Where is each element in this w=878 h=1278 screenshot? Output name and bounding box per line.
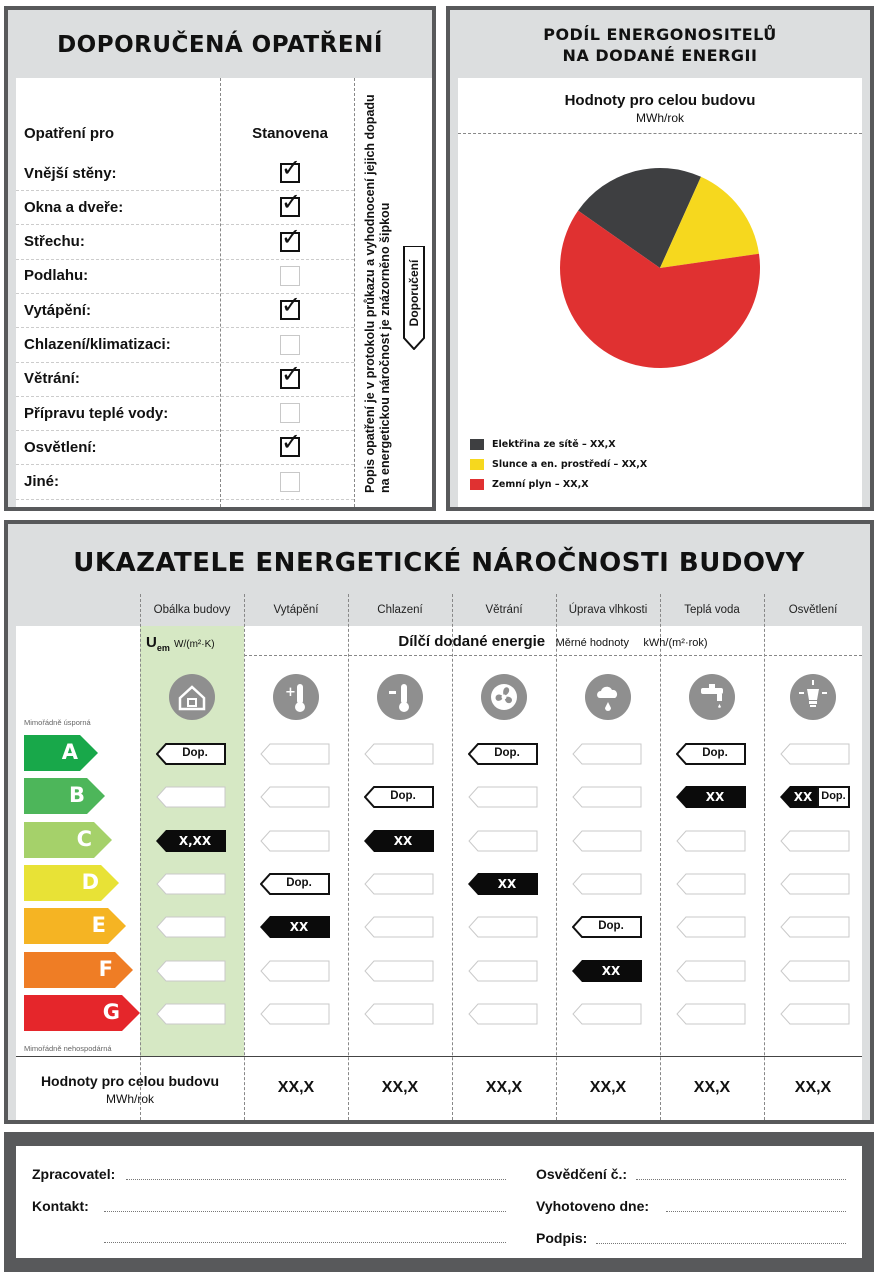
pie-unit: MWh/rok — [636, 111, 684, 125]
issued-field[interactable] — [666, 1211, 846, 1212]
empty-tag — [676, 1003, 746, 1025]
column-header-measure: Opatření pro — [24, 125, 115, 142]
measure-label: Jiné: — [24, 473, 60, 491]
recommended-tag — [572, 916, 642, 938]
empty-tag — [156, 960, 226, 982]
empty-tag — [572, 1003, 642, 1025]
tag-label: Dop. — [702, 747, 728, 759]
legend-swatch — [470, 439, 484, 450]
issued-label: Vyhotoveno dne: — [536, 1198, 650, 1214]
empty-tag — [572, 873, 642, 895]
grade-arrow-g — [24, 995, 140, 1031]
empty-tag — [156, 873, 226, 895]
scale-top-label: Mimořádně úsporná — [24, 718, 91, 727]
empty-tag — [260, 960, 330, 982]
empty-tag — [468, 960, 538, 982]
partial-energy-heading: Dílčí dodané energie Měrné hodnoty kWh/(m²·rok) — [398, 633, 708, 650]
empty-tag — [468, 916, 538, 938]
empty-tag — [676, 873, 746, 895]
empty-tag — [676, 960, 746, 982]
measure-checkbox[interactable] — [280, 188, 302, 217]
tag-value: X,XX — [178, 833, 212, 848]
column-header: Vytápění — [273, 604, 319, 616]
empty-tag — [468, 1003, 538, 1025]
empty-tag — [468, 786, 538, 808]
empty-tag — [780, 830, 850, 852]
scale-bottom-label: Mimořádně nehospodárná — [24, 1044, 112, 1053]
fan-icon — [481, 674, 527, 720]
energy-share-title-1: PODÍL ENERGONOSITELŮ — [543, 25, 777, 44]
empty-tag — [780, 960, 850, 982]
value-tag — [468, 873, 538, 895]
indicators-title: UKAZATELE ENERGETICKÉ NÁROČNOSTI BUDOVY — [73, 548, 805, 578]
measure-label: Vytápění: — [24, 301, 91, 319]
empty-tag — [260, 1003, 330, 1025]
column-header: Osvětlení — [788, 604, 838, 616]
value-tag — [260, 916, 330, 938]
total-value: XX,X — [485, 1079, 523, 1096]
grade-arrow-d — [24, 865, 119, 901]
recommended-tag-label: Doporučení — [407, 259, 421, 327]
grade-letter: G — [102, 999, 120, 1024]
empty-tag — [260, 830, 330, 852]
measure-checkbox[interactable] — [280, 403, 300, 423]
check-icon: ✓ — [281, 154, 302, 182]
grade-letter: A — [61, 740, 78, 764]
certificate-label: Osvědčení č.: — [536, 1166, 628, 1182]
check-icon: ✓ — [281, 428, 302, 457]
legend-item — [470, 454, 647, 474]
measure-label: Větrání: — [24, 370, 80, 388]
tag-value: XX — [289, 920, 309, 935]
column-header: Chlazení — [377, 604, 423, 616]
measure-checkbox[interactable] — [280, 428, 302, 457]
thermometer-minus-icon — [377, 674, 423, 720]
empty-tag — [780, 743, 850, 765]
check-icon: ✓ — [281, 222, 302, 251]
empty-tag — [260, 786, 330, 808]
total-value: XX,X — [794, 1079, 832, 1096]
grade-arrow-c — [24, 822, 112, 858]
grade-letter: D — [81, 869, 99, 894]
empty-tag — [364, 743, 434, 765]
legend-label: Zemní plyn – XX,X — [492, 478, 589, 490]
energy-share-title-2: NA DODANÉ ENERGII — [562, 46, 758, 65]
tag-value: XX — [793, 790, 813, 805]
measure-label: Chlazení/klimatizaci: — [24, 336, 171, 353]
water-tap-icon — [689, 674, 735, 720]
tag-value: XX — [705, 790, 725, 805]
total-value: XX,X — [277, 1079, 315, 1096]
uem-label: $U_{em}$ W/(m²·K) — [146, 634, 215, 653]
legend-label: Elektřina ze sítě – XX,X — [492, 438, 616, 450]
legend-item — [470, 434, 647, 454]
grade-letter: E — [91, 913, 106, 938]
measure-label: Okna a dveře: — [24, 198, 124, 216]
indicators-grid — [16, 594, 862, 1120]
value-recommended-tag — [780, 786, 850, 808]
thermometer-plus-icon — [273, 674, 319, 720]
processor-field[interactable] — [126, 1179, 506, 1180]
measure-checkbox[interactable] — [280, 335, 300, 355]
measures-note: Popis opatření je v protokolu průkazu a vyhodnocení jejich dopadu na energetickou náročnost je znázorněno šipkou — [363, 94, 392, 493]
empty-tag — [156, 916, 226, 938]
footer-panel — [4, 1132, 874, 1272]
measure-checkbox[interactable] — [280, 359, 302, 389]
recommended-tag — [468, 743, 538, 765]
recommended-arrow-tag — [402, 246, 426, 350]
column-header: Úprava vlhkosti — [568, 604, 648, 616]
measures-table — [16, 78, 432, 507]
total-value: XX,X — [589, 1079, 627, 1096]
legend-swatch — [470, 479, 484, 490]
value-tag — [572, 960, 642, 982]
tag-value: XX — [601, 963, 621, 978]
pie-chart — [458, 138, 862, 398]
recommended-tag — [676, 743, 746, 765]
measure-label: Přípravu teplé vody: — [24, 404, 169, 422]
light-bulb-icon — [790, 674, 836, 720]
measure-checkbox[interactable] — [280, 154, 302, 183]
contact-field-2[interactable] — [104, 1242, 506, 1243]
totals-label: Hodnoty pro celou budovu — [40, 1073, 220, 1089]
signature-field[interactable] — [596, 1243, 846, 1244]
value-tag — [156, 830, 226, 852]
empty-tag — [780, 916, 850, 938]
check-icon: ✓ — [281, 188, 302, 217]
value-tag — [364, 830, 434, 852]
grade-arrow-a — [24, 735, 98, 771]
empty-tag — [260, 743, 330, 765]
value-tag — [676, 786, 746, 808]
empty-tag — [364, 873, 434, 895]
measures-title: DOPORUČENÁ OPATŘENÍ — [57, 32, 383, 58]
tag-value: XX — [393, 833, 413, 848]
grade-letter: B — [68, 783, 85, 808]
empty-tag — [364, 1003, 434, 1025]
grade-arrow-b — [24, 778, 105, 814]
measure-label: Vnější stěny: — [24, 164, 117, 182]
processor-label: Zpracovatel: — [32, 1166, 116, 1182]
tag-label: Dop. — [390, 790, 416, 803]
empty-tag — [572, 786, 642, 808]
total-value: XX,X — [381, 1079, 419, 1096]
tag-label: Dop. — [286, 876, 312, 889]
empty-tag — [676, 916, 746, 938]
empty-tag — [572, 743, 642, 765]
contact-label: Kontakt: — [32, 1198, 89, 1214]
empty-tag — [676, 830, 746, 852]
tag-label: Dop. — [182, 747, 208, 759]
empty-tag — [364, 960, 434, 982]
empty-tag — [780, 873, 850, 895]
column-header-set: Stanovena — [252, 125, 328, 142]
tag-label: Dop. — [494, 747, 520, 759]
grade-arrow-f — [24, 952, 133, 988]
signature-label: Podpis: — [536, 1230, 588, 1246]
energy-share-panel — [446, 6, 874, 511]
tag-label: Dop. — [598, 920, 624, 933]
certificate-field[interactable] — [636, 1179, 846, 1180]
indicators-panel — [4, 520, 874, 1124]
check-icon: ✓ — [281, 291, 302, 320]
measure-checkbox[interactable] — [280, 472, 300, 492]
recommended-tag — [260, 873, 330, 895]
recommended-tag — [156, 743, 226, 765]
house-icon — [169, 674, 215, 720]
grade-letter: F — [98, 956, 113, 981]
empty-tag — [364, 916, 434, 938]
totals-unit: MWh/rok — [106, 1092, 154, 1106]
pie-chart-area — [458, 78, 862, 507]
humidity-icon — [585, 674, 631, 720]
recommended-measures-panel — [4, 6, 436, 511]
recommended-tag — [364, 786, 434, 808]
legend-label: Slunce a en. prostředí – XX,X — [492, 458, 648, 470]
measure-checkbox[interactable] — [280, 222, 302, 252]
grade-letter: C — [76, 826, 92, 851]
column-header: Teplá voda — [684, 604, 740, 616]
measure-label: Osvětlení: — [24, 438, 97, 456]
total-value: XX,X — [693, 1079, 731, 1096]
column-header: Větrání — [485, 604, 523, 616]
column-header: Obálka budovy — [153, 604, 231, 616]
empty-tag — [780, 1003, 850, 1025]
measure-checkbox[interactable] — [280, 266, 300, 286]
empty-tag — [468, 830, 538, 852]
measure-label: Střechu: — [24, 233, 85, 251]
svg-text:+: + — [285, 685, 296, 700]
tag-value: XX — [497, 876, 517, 891]
measure-label: Podlahu: — [24, 267, 89, 285]
pie-legend — [470, 434, 647, 494]
pie-subtitle: Hodnoty pro celou budovu — [564, 92, 756, 109]
empty-tag — [156, 1003, 226, 1025]
check-icon: ✓ — [281, 359, 302, 388]
empty-tag — [156, 786, 226, 808]
measure-checkbox[interactable] — [280, 291, 302, 320]
empty-tag — [572, 830, 642, 852]
tag-label: Dop. — [821, 790, 846, 803]
grade-arrow-e — [24, 908, 126, 944]
legend-swatch — [470, 459, 484, 470]
legend-item — [470, 474, 647, 494]
contact-field[interactable] — [104, 1211, 506, 1212]
